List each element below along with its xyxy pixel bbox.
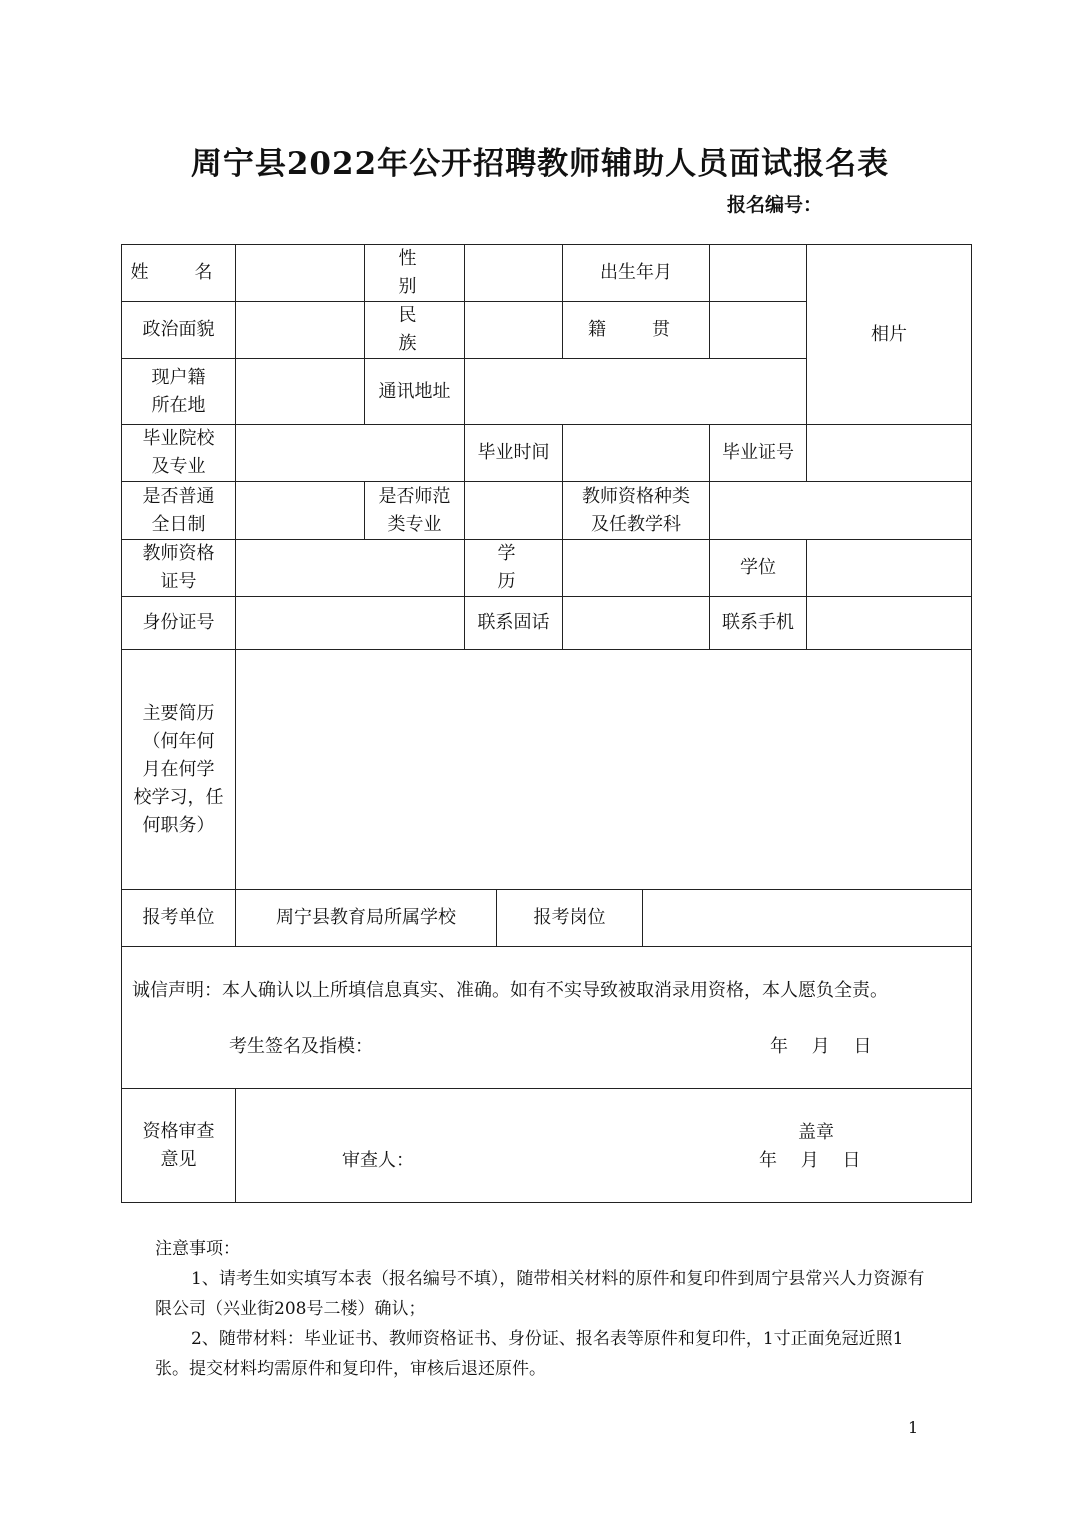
declaration-date: 年 月 日 xyxy=(770,1036,872,1057)
ethnicity-field[interactable] xyxy=(465,302,563,359)
signature-label: 考生签名及指模： xyxy=(229,1036,373,1057)
school-field[interactable] xyxy=(236,425,465,482)
id-no-field[interactable] xyxy=(236,597,465,650)
birth-label: 出生年月 xyxy=(563,245,710,302)
photo-box[interactable]: 相片 xyxy=(807,245,972,425)
gender-field[interactable] xyxy=(465,245,563,302)
grad-time-field[interactable] xyxy=(563,425,710,482)
id-no-label: 身份证号 xyxy=(122,597,236,650)
reviewer-label: 审查人： xyxy=(342,1150,414,1171)
stamp-label: 盖章 xyxy=(798,1122,834,1143)
address-field[interactable] xyxy=(465,359,807,425)
education-field[interactable] xyxy=(563,540,710,597)
apply-post-field[interactable] xyxy=(643,890,972,947)
landline-field[interactable] xyxy=(563,597,710,650)
degree-label: 学位 xyxy=(710,540,807,597)
ethnicity-label: 民 族 xyxy=(365,302,465,359)
qualification-type-field[interactable] xyxy=(710,482,972,540)
name-field[interactable] xyxy=(236,245,365,302)
education-label: 学 历 xyxy=(465,540,563,597)
resume-label: 主要简历 （何年何 月在何学 校学习，任 何职务） xyxy=(122,650,236,890)
resume-field[interactable] xyxy=(236,650,972,890)
note-item-2: 2、随带材料：毕业证书、教师资格证书、身份证、报名表等原件和复印件，1寸正面免冠近照1张。提交材料均需原件和复印件，审核后退还原件。 xyxy=(155,1329,904,1379)
notes-section xyxy=(155,1234,925,1384)
normal-major-field[interactable] xyxy=(465,482,563,540)
form-title: 周宁县2022年公开招聘教师辅助人员面试报名表 xyxy=(190,146,890,182)
notes-heading: 注意事项： xyxy=(155,1239,240,1259)
apply-unit-label: 报考单位 xyxy=(122,890,236,947)
qualification-no-label: 教师资格 证号 xyxy=(122,540,236,597)
political-field[interactable] xyxy=(236,302,365,359)
diploma-no-label: 毕业证号 xyxy=(710,425,807,482)
review-section[interactable] xyxy=(236,1089,972,1203)
native-place-label: 籍 贯 xyxy=(563,302,710,359)
school-label: 毕业院校 及专业 xyxy=(122,425,236,482)
political-label: 政治面貌 xyxy=(122,302,236,359)
review-date: 年 月 日 xyxy=(759,1150,861,1171)
landline-label: 联系固话 xyxy=(465,597,563,650)
birth-field[interactable] xyxy=(710,245,807,302)
review-label: 资格审查 意见 xyxy=(122,1089,236,1203)
qualification-type-label: 教师资格种类 及任教学科 xyxy=(563,482,710,540)
apply-post-label: 报考岗位 xyxy=(497,890,643,947)
name-label: 姓 名 xyxy=(122,245,236,302)
qualification-no-field[interactable] xyxy=(236,540,465,597)
degree-field[interactable] xyxy=(807,540,972,597)
household-field[interactable] xyxy=(236,359,365,425)
gender-label: 性 别 xyxy=(365,245,465,302)
apply-unit-value: 周宁县教育局所属学校 xyxy=(236,890,497,947)
declaration-section xyxy=(122,947,972,1089)
diploma-no-field[interactable] xyxy=(807,425,972,482)
native-place-field[interactable] xyxy=(710,302,807,359)
fulltime-label: 是否普通 全日制 xyxy=(122,482,236,540)
fulltime-field[interactable] xyxy=(236,482,365,540)
normal-major-label: 是否师范 类专业 xyxy=(365,482,465,540)
address-label: 通讯地址 xyxy=(365,359,465,425)
mobile-label: 联系手机 xyxy=(710,597,807,650)
declaration-text: 诚信声明：本人确认以上所填信息真实、准确。如有不实导致被取消录用资格，本人愿负全责。 xyxy=(132,980,888,1001)
note-item-1: 1、请考生如实填写本表（报名编号不填），随带相关材料的原件和复印件到周宁县常兴人力资源有限公司（兴业街208号二楼）确认； xyxy=(155,1269,925,1319)
registration-form-table xyxy=(121,244,972,1203)
mobile-field[interactable] xyxy=(807,597,972,650)
registration-number-label: 报名编号： xyxy=(727,194,823,216)
household-label: 现户籍 所在地 xyxy=(122,359,236,425)
page-number: 1 xyxy=(908,1418,919,1437)
grad-time-label: 毕业时间 xyxy=(465,425,563,482)
